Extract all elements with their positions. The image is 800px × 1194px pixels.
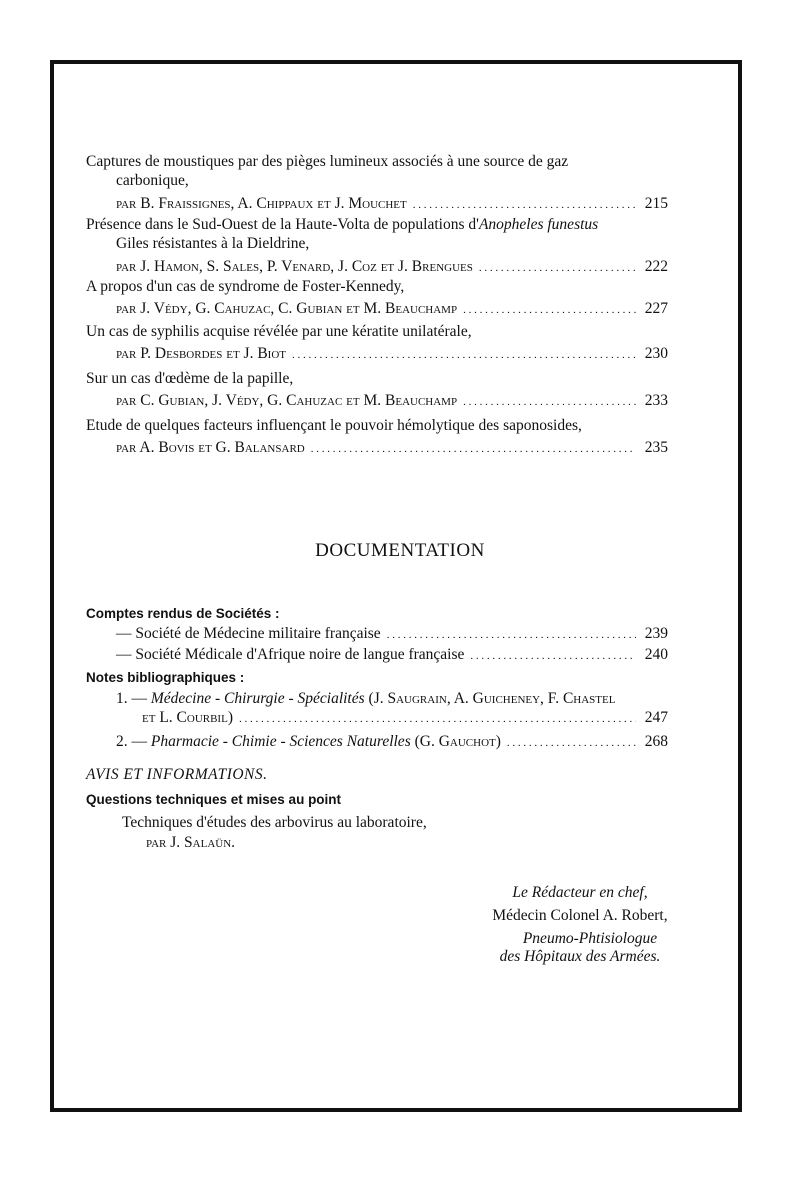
entry-authors: par J. Hamon, S. Sales, P. Venard, J. Coz et J. Brengues (116, 258, 473, 275)
dot-leader (387, 624, 636, 645)
page-number: 235 (644, 439, 668, 456)
signature-name (460, 906, 700, 925)
page-number: 268 (644, 733, 668, 750)
toc-entry (86, 322, 668, 365)
page-number: 240 (644, 646, 668, 663)
toc-entry (86, 416, 668, 459)
entry-title (86, 215, 668, 234)
section-heading: DOCUMENTATION (315, 540, 485, 561)
item-authors: (G. Gauchot) (414, 733, 501, 750)
signature-role: Le Rédacteur en chef, (512, 884, 648, 901)
toc-entry (86, 215, 668, 278)
avis-heading: AVIS ET INFORMATIONS. (86, 766, 268, 783)
page-number: 215 (644, 195, 668, 212)
dot-leader (479, 257, 636, 278)
entry-authors: par J. Védy, G. Cahuzac, C. Gubian et M. Beauchamp (116, 300, 458, 317)
entry-authors-line (86, 391, 668, 412)
dot-leader (463, 299, 636, 320)
item-text: — Société Médicale d'Afrique noire de langue française (116, 646, 465, 663)
list-item (86, 645, 668, 666)
signature-name-text: Médecin Colonel A. Robert, (492, 907, 668, 924)
page-number: 233 (644, 392, 668, 409)
list-item-continued (86, 708, 668, 729)
item-number: 2. — (116, 733, 147, 750)
dot-leader (507, 732, 636, 753)
entry-title: Un cas de syphilis acquise révélée par une kératite unilatérale, (86, 323, 472, 340)
entry-title-start: Présence dans le Sud-Ouest de la Haute-Volta de populations d' (86, 216, 479, 233)
dot-leader (292, 344, 636, 365)
entry-title-continued: Giles résistantes à la Dieldrine, (116, 235, 310, 252)
notes-section (86, 670, 668, 753)
entry-authors-line (86, 438, 668, 459)
page-number: 222 (644, 258, 668, 275)
dot-leader (239, 708, 636, 729)
list-item (86, 624, 668, 645)
item-number: 1. — (116, 690, 147, 707)
entry-authors: par C. Gubian, J. Védy, G. Cahuzac et M. Beauchamp (116, 392, 458, 409)
avis-section (86, 766, 668, 853)
questions-authors: par J. Salaün. (146, 834, 236, 851)
page-number: 247 (644, 709, 668, 726)
entry-title: A propos d'un cas de syndrome de Foster-Kennedy, (86, 278, 405, 295)
page-number: 230 (644, 345, 668, 362)
entry-title: Captures de moustiques par des pièges lumineux associés à une source de gaz (86, 153, 569, 170)
entry-title: Etude de quelques facteurs influençant le pouvoir hémolytique des saponosides, (86, 417, 582, 434)
entry-authors-line (86, 194, 668, 215)
toc-entry (86, 277, 668, 320)
dot-leader (470, 645, 636, 666)
entry-title-italic: Anopheles funestus (478, 216, 599, 233)
item-line (116, 732, 501, 752)
item-text: — Société de Médecine militaire française (116, 625, 381, 642)
entry-authors-line (86, 344, 668, 365)
section-label: Questions techniques et mises au point (86, 792, 342, 807)
item-authors: (J. Saugrain, A. Guicheney, F. Chastel (368, 690, 616, 707)
toc-entry (86, 152, 668, 215)
toc-entry (86, 369, 668, 412)
section-label: Comptes rendus de Sociétés : (86, 606, 280, 621)
section-label: Notes bibliographiques : (86, 670, 245, 685)
entry-authors-line (86, 299, 668, 320)
entry-title: Sur un cas d'œdème de la papille, (86, 370, 294, 387)
list-item (86, 732, 668, 753)
dot-leader (311, 438, 636, 459)
questions-title: Techniques d'études des arbovirus au laboratoire, (122, 814, 427, 831)
entry-authors: par A. Bovis et G. Balansard (116, 439, 305, 456)
dot-leader (463, 391, 636, 412)
entry-authors: par P. Desbordes et J. Biot (116, 345, 286, 362)
item-authors: et L. Courbil) (142, 709, 233, 726)
comptes-rendus-section (86, 606, 668, 666)
signature-subtitle: des Hôpitaux des Armées. (499, 948, 661, 965)
page-number: 239 (644, 625, 668, 642)
page-number: 227 (644, 300, 668, 317)
entry-title-continued: carbonique, (116, 172, 189, 189)
list-item (86, 689, 668, 708)
signature-title: Pneumo-Phtisiologue (522, 930, 658, 947)
item-title: Pharmacie - Chimie - Sciences Naturelles (150, 733, 411, 750)
entry-authors: par B. Fraissignes, A. Chippaux et J. Mouchet (116, 195, 407, 212)
dot-leader (413, 194, 636, 215)
entry-authors-line (86, 257, 668, 278)
item-title: Médecine - Chirurgie - Spécialités (150, 690, 365, 707)
